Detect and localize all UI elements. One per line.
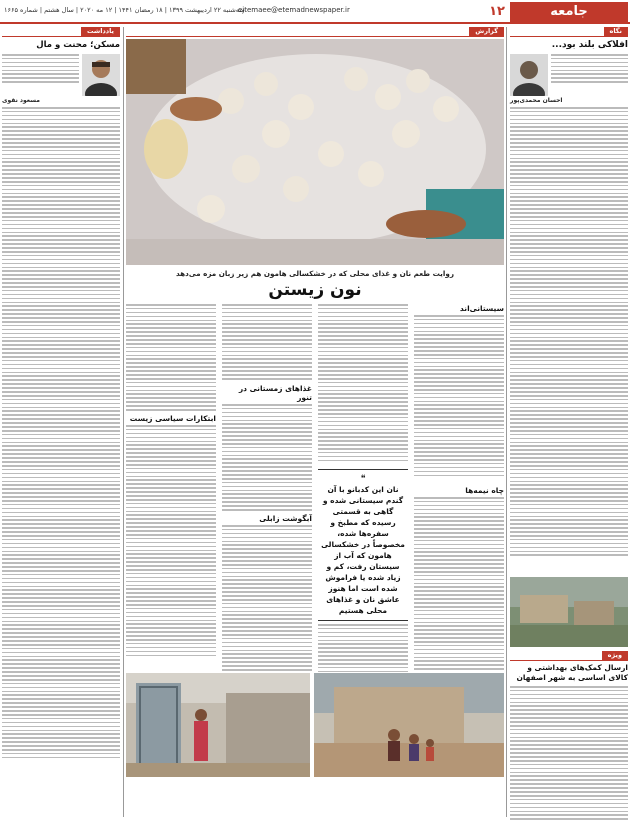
article-columns <box>126 304 504 669</box>
column-body <box>510 107 628 575</box>
left-column-title: مسکن؛ محنت و مال <box>36 40 120 50</box>
column-divider-2 <box>123 27 124 817</box>
page-number: ۱۲ <box>489 4 505 19</box>
section-label-note: یادداشت <box>81 27 120 36</box>
girl-doorway-photo <box>126 673 310 777</box>
section-label-2: ویژه <box>602 651 628 660</box>
dateline: سه‌شنبه ۲۲ اردیبهشت ۱۳۹۹ | ۱۸ رمضان ۱۴۴۱ | ۱۲ مه ۲۰۲۰ | سال هشتم | شماره ۱۶۶۵ <box>4 6 245 14</box>
family-mud-house-photo <box>314 673 504 777</box>
columnist-name: مسعود نقوی <box>2 97 40 104</box>
subhead-3: غذاهای زمستانی در تنور <box>238 384 312 402</box>
section-label: نگاه <box>604 27 629 36</box>
intro-text <box>551 54 628 96</box>
pull-quote-box <box>318 469 408 621</box>
article-col-4 <box>126 304 216 669</box>
author-name: احسان محمدی‌پور <box>510 97 563 104</box>
subhead-4: ابتکارات سیاسی زیست <box>129 414 216 423</box>
author-photo <box>510 54 548 96</box>
section-bar-negah <box>510 27 628 37</box>
section-bar-vijeh <box>510 651 628 661</box>
bread-dough-photo <box>126 39 504 265</box>
article-col-3 <box>222 304 312 669</box>
headline: نون زیستن <box>268 280 362 300</box>
section-bar-note <box>2 27 120 37</box>
pull-quote: نان این کدبانو با آن گندم سیستانی شده و گاهی به قسمتی رسیده که مطبخ و سفره‌ها شده، مخصوصاً در خشکسالی هامون که آب از سیستان رفت، کم و زیاد شده یا فراموش شده است اما هنوز عاشق نان و غذاهای محلی هستیم <box>321 485 405 615</box>
subhead-5: آبگوشت زابلی <box>259 514 312 523</box>
column-body-2 <box>510 686 628 820</box>
bottom-photos <box>126 673 504 777</box>
right-column <box>510 27 628 817</box>
subhead-2: چاه نیمه‌ها <box>465 486 504 495</box>
lead-line: روایت طعم نان و غذای محلی که در خشکسالی هامون هم زیر زبان مزه می‌دهد <box>176 269 454 278</box>
right-column-title-2: ارسال کمک‌های بهداشتی و کالای اساسی به شهر اصفهان <box>516 663 628 682</box>
left-column <box>2 27 120 817</box>
main-report <box>126 27 504 817</box>
section-brand: جامعه <box>510 2 628 22</box>
article-col-2 <box>318 304 408 669</box>
article-col-1 <box>414 304 504 669</box>
section-bar-report <box>126 27 504 37</box>
email-address[interactable]: ejtemaee@etemadnewspaper.ir <box>238 6 350 14</box>
ruins-photo <box>510 577 628 647</box>
quote-icon: ❝ <box>360 474 366 484</box>
subhead-1: سیستانی‌اند <box>459 304 504 313</box>
page-header <box>0 0 630 24</box>
left-column-body <box>2 107 120 820</box>
right-column-title: افلاکی بلند بود... <box>551 40 628 50</box>
section-label-report: گزارش <box>469 27 504 36</box>
column-divider <box>506 27 507 817</box>
columnist-photo <box>82 54 120 96</box>
